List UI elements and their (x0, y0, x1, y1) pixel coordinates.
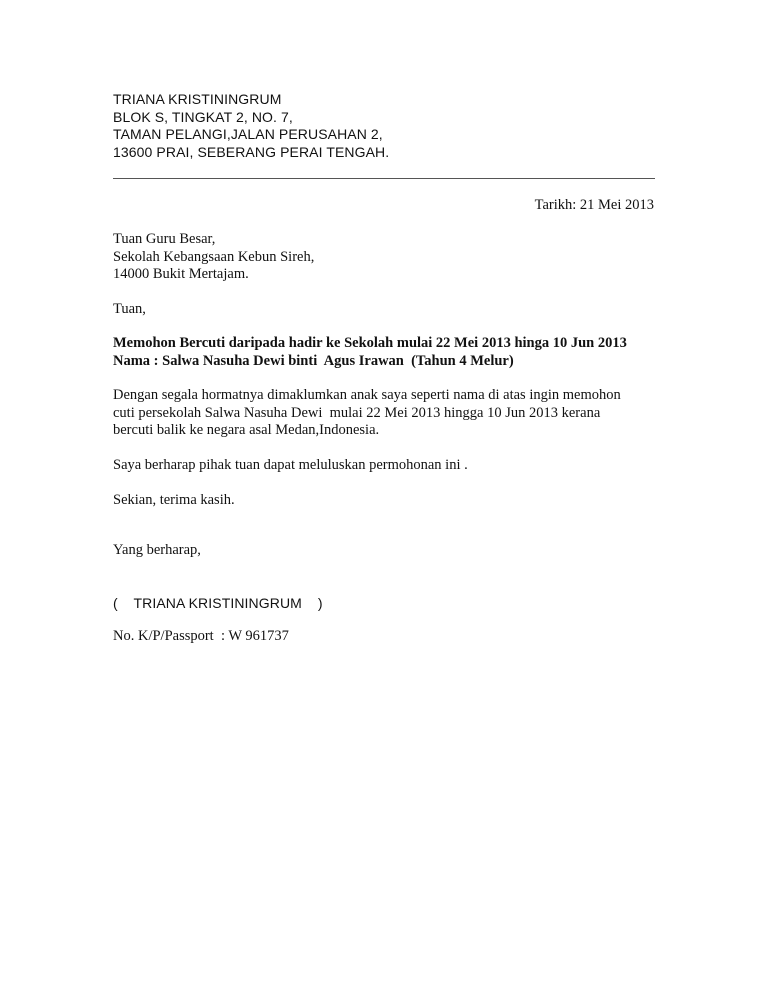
salutation-block (113, 301, 658, 319)
body-para1-line-2: cuti persekolah Salwa Nasuha Dewi mulai 22 Mei 2013 hingga 10 Jun 2013 kerana (113, 404, 601, 421)
recipient-address (113, 231, 658, 284)
recipient-line-1: Tuan Guru Besar, (113, 231, 216, 247)
signature-name: ( TRIANA KRISTININGRUM ) (113, 595, 323, 611)
sender-address-line-3: 13600 PRAI, SEBERANG PERAI TENGAH. (113, 143, 390, 160)
sender-address-line-1: BLOK S, TINGKAT 2, NO. 7, (113, 108, 293, 125)
passport-block (113, 628, 658, 646)
header-divider (113, 178, 655, 179)
body-paragraph-1 (113, 387, 658, 440)
body-paragraph-3 (113, 492, 658, 510)
letter-date: Tarikh: 21 Mei 2013 (534, 197, 654, 213)
salutation: Tuan, (113, 301, 146, 317)
recipient-line-2: Sekolah Kebangsaan Kebun Sireh, (113, 248, 315, 265)
closing-block (113, 542, 658, 560)
date-block (113, 197, 654, 215)
closing: Yang berharap, (113, 542, 201, 558)
recipient-line-3: 14000 Bukit Mertajam. (113, 266, 249, 282)
sender-name: TRIANA KRISTININGRUM (113, 91, 282, 107)
body-para3: Sekian, terima kasih. (113, 492, 235, 508)
body-para1-line-3: bercuti balik ke negara asal Medan,Indonesia. (113, 422, 380, 438)
subject-line-1: Memohon Bercuti daripada hadir ke Sekolah mulai 22 Mei 2013 hinga 10 Jun 2013 (113, 335, 627, 351)
subject-line-2: Nama : Salwa Nasuha Dewi binti Agus Irawan (Tahun 4 Melur) (113, 352, 514, 369)
passport-number: No. K/P/Passport : W 961737 (113, 628, 289, 644)
subject-block (113, 335, 673, 370)
sender-address (113, 91, 658, 161)
sender-address-line-2: TAMAN PELANGI,JALAN PERUSAHAN 2, (113, 126, 383, 142)
body-para2: Saya berharap pihak tuan dapat meluluskan permohonan ini . (113, 457, 468, 473)
body-para1-line-1: Dengan segala hormatnya dimaklumkan anak saya seperti nama di atas ingin memohon (113, 387, 621, 403)
signature-block (113, 595, 658, 613)
body-paragraph-2 (113, 457, 658, 475)
